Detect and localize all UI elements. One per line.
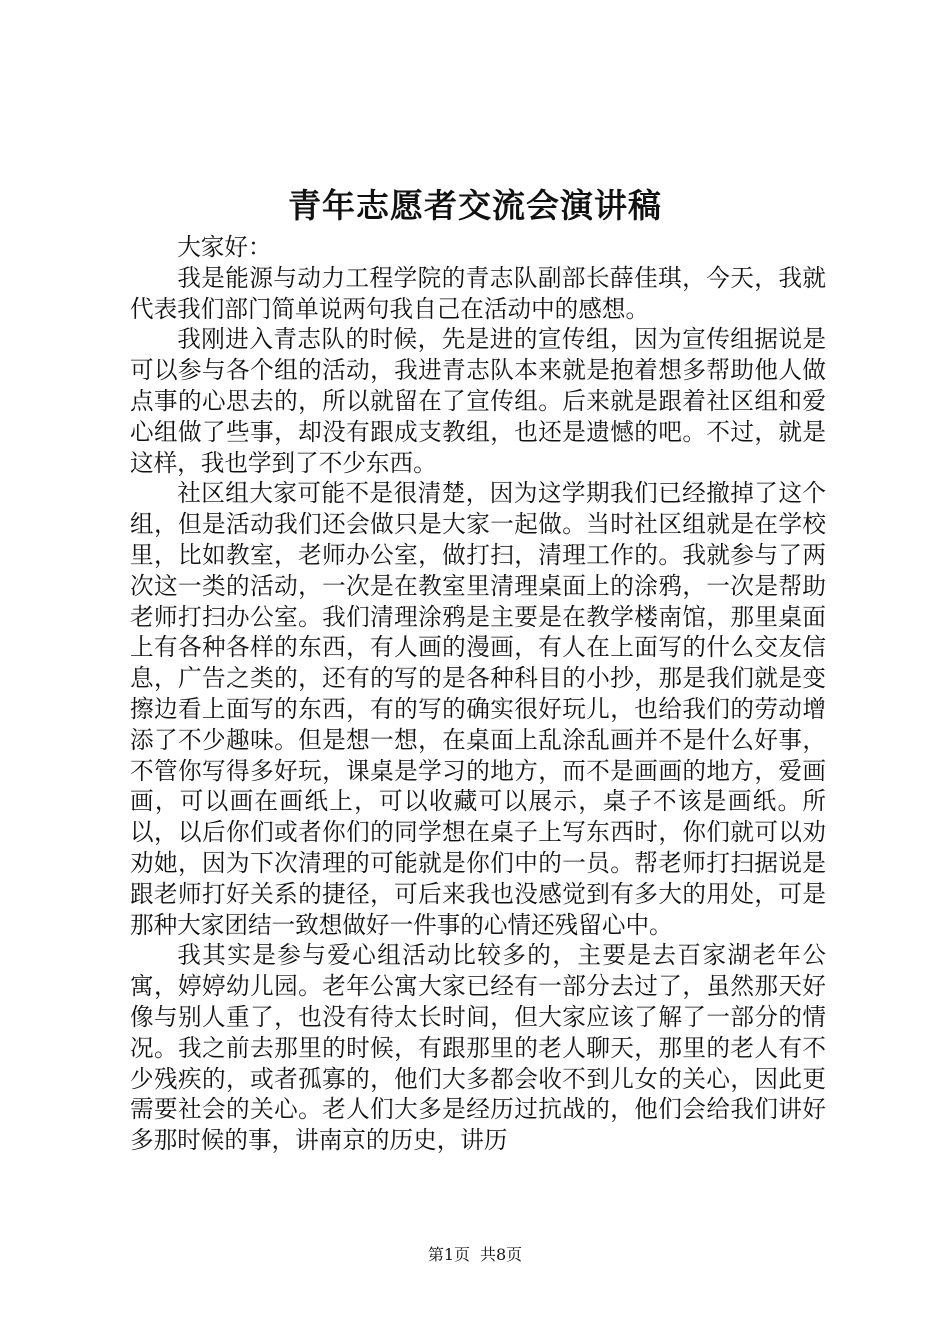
page-total: 共8页 <box>480 1245 523 1264</box>
paragraph-introduction: 我是能源与动力工程学院的青志队副部长薛佳琪，今天，我就代表我们部门简单说两句我自己在活动中的感想。 <box>130 263 826 323</box>
document-body <box>130 232 826 1156</box>
page-footer <box>0 1244 950 1266</box>
paragraph-greeting: 大家好： <box>177 233 272 261</box>
document-title: 青年志愿者交流会演讲稿 <box>288 186 662 225</box>
page-number: 第1页 <box>427 1245 470 1264</box>
paragraph-community-group: 社区组大家可能不是很清楚，因为这学期我们已经撤掉了这个组，但是活动我们还会做只是大家一起做。当时社区组就是在学校里，比如教室，老师办公室，做打扫，清理工作的。我就参与了两次这一类的活动，一次是在教室里清理桌面上的涂鸦，一次是帮助老师打扫办公室。我们清理涂鸦是主要是在教学楼南馆，那里桌面上有各种各样的东西，有人画的漫画，有人在上面写的什么交友信息，广告之类的，还有的写的是各种科目的小抄，那是我们就是变擦边看上面写的东西，有的写的确实很好玩儿，也给我们的劳动增添了不少趣味。但是想一想，在桌面上乱涂乱画并不是什么好事，不管你写得多好玩，课桌是学习的地方，而不是画画的地方，爱画画，可以画在画纸上，可以收藏可以展示，桌子不该是画纸。所以，以后你们或者你们的同学想在桌子上写东西时，你们就可以劝劝她，因为下次清理的可能就是你们中的一员。帮老师打扫据说是跟老师打好关系的捷径，可后来我也没感觉到有多大的用处，可是那种大家团结一致想做好一件事的心情还残留心中。 <box>130 479 826 939</box>
paragraph-publicity-group: 我刚进入青志队的时候，先是进的宣传组，因为宣传组据说是可以参与各个组的活动，我进青志队本来就是抱着想多帮助他人做点事的心思去的，所以就留在了宣传组。后来就是跟着社区组和爱心组做了些事，却没有跟成支教组，也还是遗憾的吧。不过，就是这样，我也学到了不少东西。 <box>130 325 826 477</box>
paragraph-charity-group: 我其实是参与爱心组活动比较多的，主要是去百家湖老年公寓，婷婷幼儿园。老年公寓大家已经有一部分去过了，虽然那天好像与别人重了，也没有待太长时间，但大家应该了解了一部分的情况。我之前去那里的时候，有跟那里的老人聊天，那里的老人有不少残疾的，或者孤寡的，他们大多都会收不到儿女的关心，因此更需要社会的关心。老人们大多是经历过抗战的，他们会给我们讲好多那时候的事，讲南京的历史，讲历 <box>130 941 826 1155</box>
